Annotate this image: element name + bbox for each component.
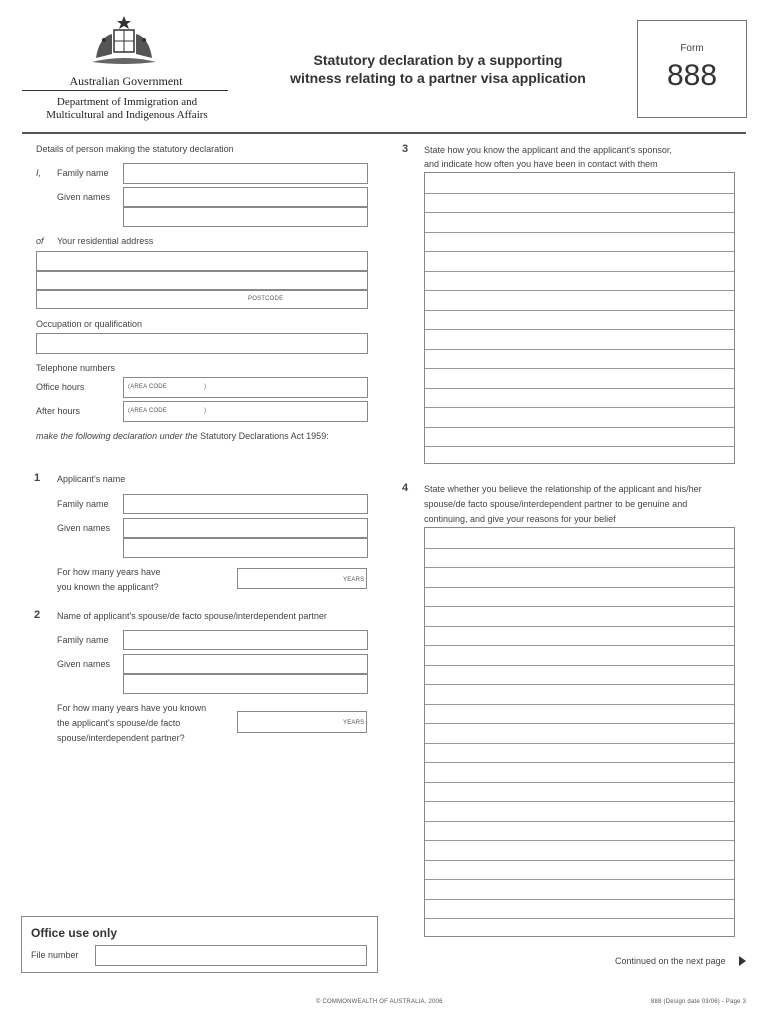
applicant-given-names-field-1[interactable]: [123, 518, 368, 538]
question-4-number: 4: [402, 482, 409, 494]
q2-given-names-label: Given names: [57, 659, 111, 669]
office-use-heading: Office use only: [31, 926, 118, 940]
question-3-answer-area[interactable]: [424, 172, 735, 464]
declaration-statement: [36, 431, 329, 441]
writing-line: [425, 645, 734, 646]
q2-family-name-label: Family name: [57, 635, 109, 645]
copyright-text: © COMMONWEALTH OF AUSTRALIA, 2006: [316, 999, 443, 1005]
office-hours-label: Office hours: [36, 382, 85, 392]
address-field-2[interactable]: [36, 271, 368, 290]
occupation-label: Occupation or qualification: [36, 319, 143, 329]
writing-line: [425, 548, 734, 549]
partner-given-names-field-1[interactable]: [123, 654, 368, 674]
coat-of-arms-icon: [84, 14, 164, 70]
q1-years-question-line-1: For how many years have: [57, 567, 161, 577]
q2-years-question-line-2: the applicant's spouse/de facto: [57, 718, 181, 728]
question-2-number: 2: [34, 609, 41, 621]
question-1-heading: Applicant's name: [57, 474, 126, 484]
office-use-panel: [21, 916, 378, 973]
partner-family-name-field[interactable]: [123, 630, 368, 650]
question-2-heading: Name of applicant's spouse/de facto spouse/interdependent partner: [57, 611, 327, 621]
page-info-text: 888 (Design date 03/06) - Page 3: [651, 999, 747, 1005]
form-title-line-2: witness relating to a partner visa application: [290, 70, 586, 86]
header-divider: [22, 132, 746, 134]
address-field-1[interactable]: [36, 251, 368, 271]
writing-line: [425, 407, 734, 408]
given-names-label: Given names: [57, 192, 111, 202]
writing-line: [425, 388, 734, 389]
writing-line: [425, 821, 734, 822]
department-line-2: Multicultural and Indigenous Affairs: [46, 109, 208, 121]
form-number-box: [637, 20, 747, 118]
department-line-1: Department of Immigration and: [56, 96, 198, 108]
declarant-family-name-field[interactable]: [123, 163, 368, 184]
family-name-label: Family name: [57, 168, 109, 178]
writing-line: [425, 290, 734, 291]
form-number: 888: [666, 59, 718, 92]
writing-line: [425, 743, 734, 744]
of-label: of: [36, 236, 44, 246]
declaration-act: Statutory Declarations Act 1959:: [200, 431, 329, 441]
file-number-label: File number: [31, 950, 79, 960]
writing-line: [425, 587, 734, 588]
question-3-number: 3: [402, 143, 409, 155]
question-3-line-1: State how you know the applicant and the applicant's sponsor,: [424, 145, 672, 155]
writing-line: [425, 626, 734, 627]
declarant-given-names-field-1[interactable]: [123, 187, 368, 207]
after-area-code-label: (AREA CODE: [128, 408, 168, 414]
q2-years-question-line-1: For how many years have you known: [57, 703, 207, 713]
office-area-code-close: ): [204, 384, 207, 390]
writing-line: [425, 446, 734, 447]
after-area-code-close: ): [204, 408, 207, 414]
q1-given-names-label: Given names: [57, 523, 111, 533]
writing-line: [425, 704, 734, 705]
question-3-line-2: and indicate how often you have been in contact with them: [424, 159, 658, 169]
writing-line: [425, 782, 734, 783]
writing-line: [425, 879, 734, 880]
q1-family-name-label: Family name: [57, 499, 109, 509]
file-number-field[interactable]: [95, 945, 367, 966]
writing-line: [425, 860, 734, 861]
writing-line: [425, 606, 734, 607]
writing-line: [425, 840, 734, 841]
agency-rule: [22, 90, 228, 91]
after-hours-label: After hours: [36, 406, 81, 416]
continued-text: Continued on the next page: [615, 956, 726, 966]
writing-line: [425, 665, 734, 666]
address-field-3[interactable]: [36, 290, 368, 309]
writing-line: [425, 271, 734, 272]
writing-line: [425, 723, 734, 724]
section-heading: Details of person making the statutory declaration: [36, 144, 234, 154]
q1-years-unit: YEARS: [343, 577, 365, 583]
q1-years-question-line-2: you known the applicant?: [57, 582, 159, 592]
form-label: Form: [680, 43, 704, 54]
office-area-code-label: (AREA CODE: [128, 384, 168, 390]
writing-line: [425, 368, 734, 369]
writing-line: [425, 232, 734, 233]
question-4-answer-area[interactable]: [424, 527, 735, 937]
writing-line: [425, 193, 734, 194]
postcode-label: POSTCODE: [248, 296, 284, 302]
writing-line: [425, 329, 734, 330]
writing-line: [425, 427, 734, 428]
declaration-prefix: make the following declaration under the: [36, 431, 198, 441]
writing-line: [425, 567, 734, 568]
agency-name: Australian Government: [69, 74, 183, 88]
question-4-line-3: continuing, and give your reasons for your belief: [424, 514, 616, 524]
writing-line: [425, 212, 734, 213]
q2-years-question-line-3: spouse/interdependent partner?: [57, 733, 185, 743]
writing-line: [425, 349, 734, 350]
writing-line: [425, 251, 734, 252]
address-label: Your residential address: [57, 236, 154, 246]
writing-line: [425, 918, 734, 919]
i-label: I,: [36, 168, 42, 178]
writing-line: [425, 310, 734, 311]
partner-given-names-field-2[interactable]: [123, 674, 368, 694]
applicant-family-name-field[interactable]: [123, 494, 368, 514]
question-4-line-1: State whether you believe the relationship of the applicant and his/her: [424, 484, 702, 494]
writing-line: [425, 684, 734, 685]
writing-line: [425, 762, 734, 763]
occupation-field[interactable]: [36, 333, 368, 354]
telephone-label: Telephone numbers: [36, 363, 116, 373]
declarant-given-names-field-2[interactable]: [123, 207, 368, 227]
writing-line: [425, 801, 734, 802]
question-1-number: 1: [34, 472, 41, 484]
q2-years-unit: YEARS: [343, 720, 365, 726]
applicant-given-names-field-2[interactable]: [123, 538, 368, 558]
form-title-line-1: Statutory declaration by a supporting: [313, 52, 563, 68]
question-4-line-2: spouse/de facto spouse/interdependent partner to be genuine and: [424, 499, 688, 509]
writing-line: [425, 899, 734, 900]
arrow-right-icon: [739, 956, 746, 966]
